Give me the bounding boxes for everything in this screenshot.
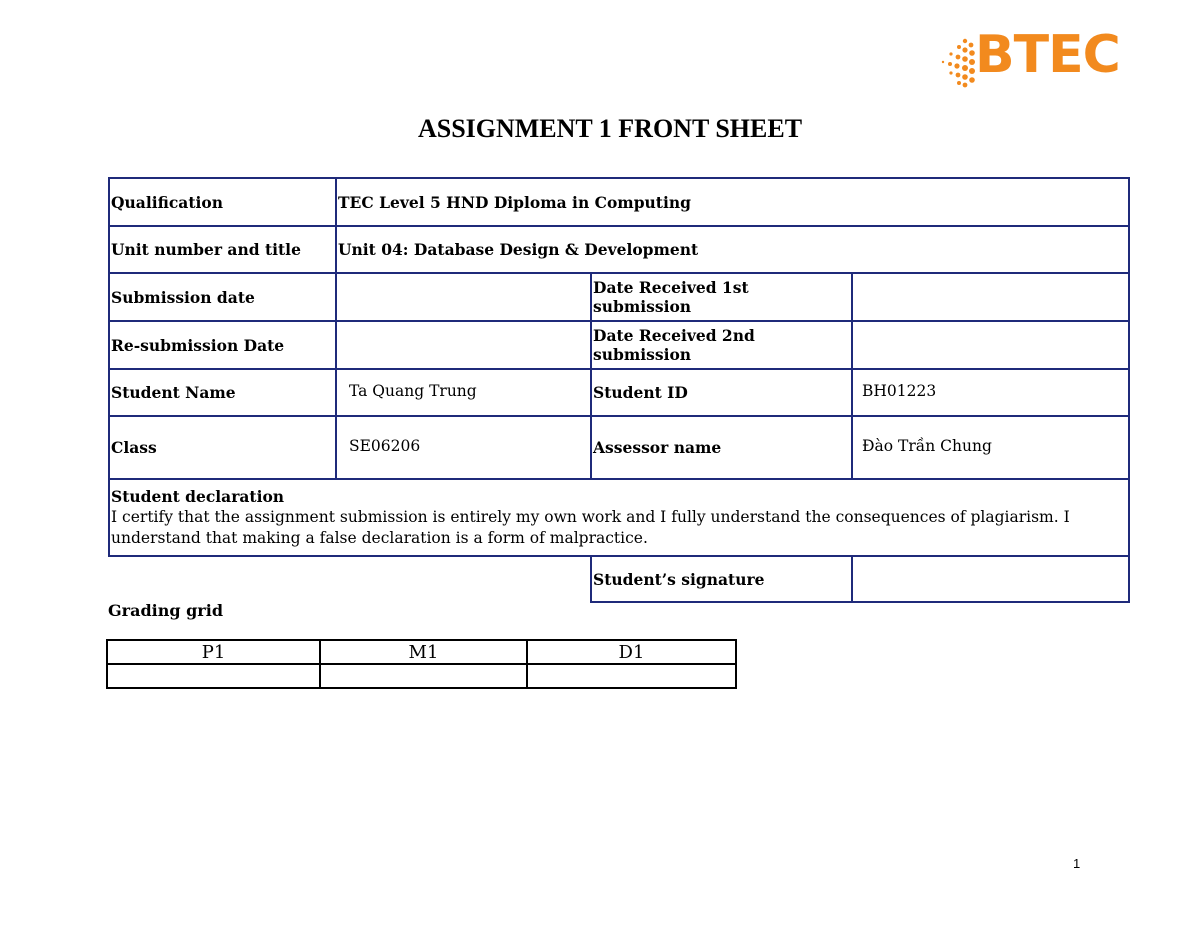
submission-date-label: Submission date [109,273,336,321]
qualification-label: Qualification [109,178,336,226]
unit-value: Unit 04: Database Design & Development [336,226,1129,273]
date-received-2-field[interactable] [852,321,1129,369]
assessor-value[interactable]: Đào Trần Chung [852,416,1129,479]
grade-cell-m1[interactable] [320,664,527,688]
student-id-label: Student ID [591,369,852,416]
date-received-1-label: Date Received 1st submission [591,273,852,321]
grading-grid-table [106,639,737,689]
row-resubmission-date [109,321,1129,369]
row-unit [109,226,1129,273]
signature-field[interactable] [852,556,1129,602]
grade-cell-d1[interactable] [527,664,736,688]
student-id-value[interactable]: BH01223 [852,369,1129,416]
unit-label: Unit number and title [109,226,336,273]
dots-pattern-icon [935,37,979,89]
date-received-1-field[interactable] [852,273,1129,321]
grading-header-row [107,640,736,664]
grade-header-m1: M1 [320,640,527,664]
grade-header-d1: D1 [527,640,736,664]
resubmission-date-label: Re-submission Date [109,321,336,369]
grading-grid-label: Grading grid [108,601,223,620]
qualification-value: TEC Level 5 HND Diploma in Computing [336,178,1129,226]
row-class [109,416,1129,479]
student-name-label: Student Name [109,369,336,416]
page-number: 1 [1073,856,1081,871]
logo-text: BTEC [975,25,1120,85]
btec-logo [935,25,1125,95]
grade-cell-p1[interactable] [107,664,320,688]
signature-label: Student’s signature [591,556,852,602]
student-name-value[interactable]: Ta Quang Trung [336,369,591,416]
grading-value-row [107,664,736,688]
declaration-text: I certify that the assignment submission is entirely my own work and I fully understand the consequences of plagiarism. I understand that making a false declaration is a form of malpractice. [111,508,1070,547]
row-student-name [109,369,1129,416]
class-value[interactable]: SE06206 [336,416,591,479]
row-declaration [109,479,1129,556]
grade-header-p1: P1 [107,640,320,664]
signature-spacer [109,556,591,602]
page-title: ASSIGNMENT 1 FRONT SHEET [417,114,803,143]
front-sheet-table [108,177,1130,603]
submission-date-field[interactable] [336,273,591,321]
class-label: Class [109,416,336,479]
row-submission-date [109,273,1129,321]
date-received-2-label: Date Received 2nd submission [591,321,852,369]
declaration-title: Student declaration [111,487,285,506]
row-qualification [109,178,1129,226]
resubmission-date-field[interactable] [336,321,591,369]
student-declaration [109,479,1129,556]
row-signature [109,556,1129,602]
assessor-label: Assessor name [591,416,852,479]
